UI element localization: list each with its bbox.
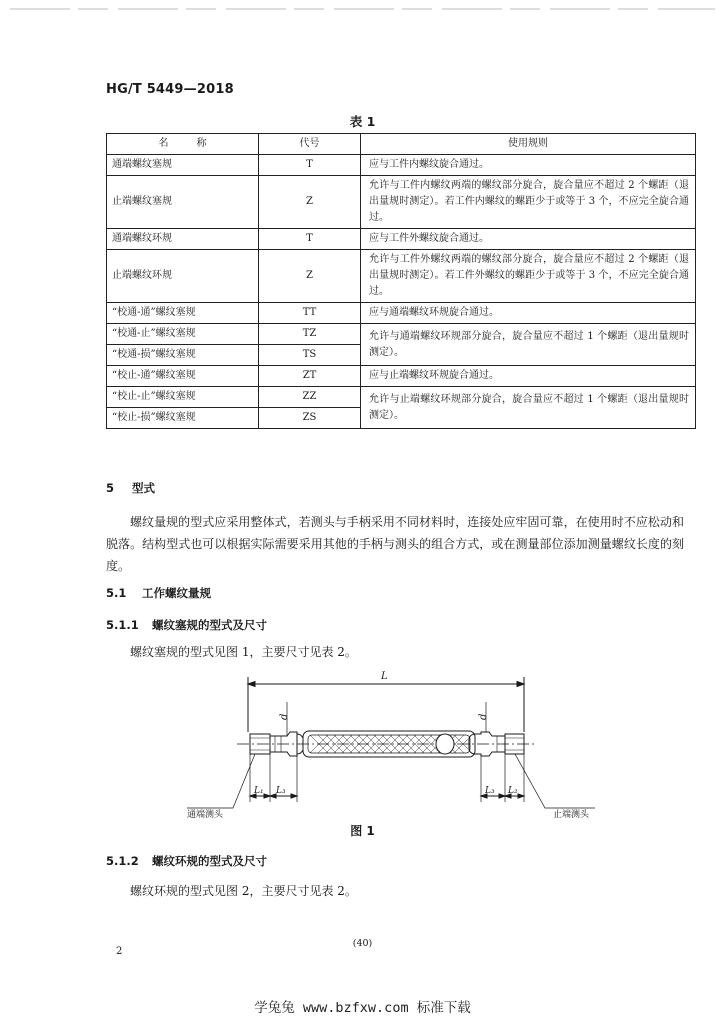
label-L3-left: L₃ [276,786,286,796]
row-code: T [259,229,361,250]
label-no-go-end: 止端测头 [553,810,590,820]
row-code: ZZ [259,387,361,408]
section-5-paragraph: 螺纹量规的型式应采用整体式，若测头与手柄采用不同材料时，连接处应牢固可靠，在使用时不应松动和脱落。结构型式也可以根据实际需要采用其他的手柄与测头的组合方式，或在测量部位添加测量螺纹长度的刻度。 [106,515,684,573]
col-header-name: 名称 [107,134,259,155]
label-L: L [381,671,388,682]
row-code: TS [259,345,361,366]
row-name: 通端螺纹环规 [107,229,259,250]
row-rule: 应与止端螺纹环规旋合通过。 [361,366,696,387]
row-code: TZ [259,324,361,345]
section-number: 5.1.1 [106,618,139,632]
table-row [107,303,696,324]
row-name: 止端螺纹环规 [107,250,259,303]
row-code: Z [259,250,361,303]
col-header-code: 代号 [259,134,361,155]
table1 [106,133,696,429]
row-rule-merged: 允许与止端螺纹环规部分旋合，旋合量应不超过 1 个螺距（退出量规时测定）。 [361,387,696,429]
section-title: 型式 [132,481,155,495]
label-L1: L₁ [254,786,264,796]
row-code: ZT [259,366,361,387]
section-title: 螺纹塞规的型式及尺寸 [152,618,267,632]
page-number: 2 [116,946,123,957]
row-rule: 应与通端螺纹环规旋合通过。 [361,303,696,324]
row-rule: 应与工件外螺纹旋合通过。 [361,229,696,250]
table1-caption: 表 1 [349,114,376,129]
label-L2: L₂ [508,786,518,796]
figure-1-caption: 图 1 [350,824,375,838]
row-code: Z [259,176,361,229]
row-name: “校止-止”螺纹塞规 [107,387,259,408]
row-name: “校通-损”螺纹塞规 [107,345,259,366]
table-header-row [107,134,696,155]
row-code: TT [259,303,361,324]
section-number: 5.1.2 [106,854,139,868]
go-end-leader [187,754,255,808]
section-title: 螺纹环规的型式及尺寸 [152,854,267,868]
row-rule-merged: 允许与通端螺纹环规部分旋合，旋合量应不超过 1 个螺距（退出量规时测定）。 [361,324,696,366]
handle-cross-hole [436,734,454,754]
section-number: 5 [106,481,115,495]
label-d-left: d [279,713,290,720]
section-5-1-2-heading [106,853,267,869]
section-title: 工作螺纹量规 [142,586,211,600]
row-name: 止端螺纹塞规 [107,176,259,229]
row-name: 通端螺纹塞规 [107,155,259,176]
table-row [107,324,696,345]
section-number: 5.1 [106,586,127,600]
table-row [107,250,696,303]
label-L3-right: L₃ [485,786,495,796]
standard-code: HG/T 5449—2018 [106,82,234,97]
table-row [107,387,696,408]
row-rule: 允许与工件外螺纹两端的螺纹部分旋合，旋合量应不超过 2 个螺距（退出量规时测定）。若工件外螺纹的螺距少于或等于 3 个，不应完全旋合通过。 [361,250,696,303]
section-5-1-1-heading [106,617,267,633]
top-scan-rule [0,0,725,14]
row-name: “校止-通”螺纹塞规 [107,366,259,387]
section-5-1-heading [106,585,211,601]
table-row [107,155,696,176]
figure-1-plug-gauge [175,662,615,820]
row-code: ZS [259,408,361,429]
section-5-heading [106,480,155,496]
label-go-end: 通端测头 [187,810,224,820]
row-name: “校通-通”螺纹塞规 [107,303,259,324]
page-center-number: (40) [352,938,373,949]
section-5-1-1-paragraph: 螺纹塞规的型式见图 1，主要尺寸见表 2。 [130,645,357,659]
row-code: T [259,155,361,176]
no-go-end-leader [515,754,595,808]
row-rule: 允许与工件内螺纹两端的螺纹部分旋合，旋合量应不超过 2 个螺距（退出量规时测定）。若工件内螺纹的螺距少于或等于 3 个，不应完全旋合通过。 [361,176,696,229]
table-row [107,176,696,229]
row-name: “校止-损”螺纹塞规 [107,408,259,429]
table-row [107,229,696,250]
col-header-rule: 使用规则 [361,134,696,155]
row-name: “校通-止”螺纹塞规 [107,324,259,345]
row-rule: 应与工件内螺纹旋合通过。 [361,155,696,176]
section-5-1-2-paragraph: 螺纹环规的型式见图 2，主要尺寸见表 2。 [130,884,357,898]
footer-watermark: 学兔兔 www.bzfxw.com 标准下载 [254,1000,471,1016]
table-row [107,366,696,387]
label-d-right: d [478,713,489,720]
